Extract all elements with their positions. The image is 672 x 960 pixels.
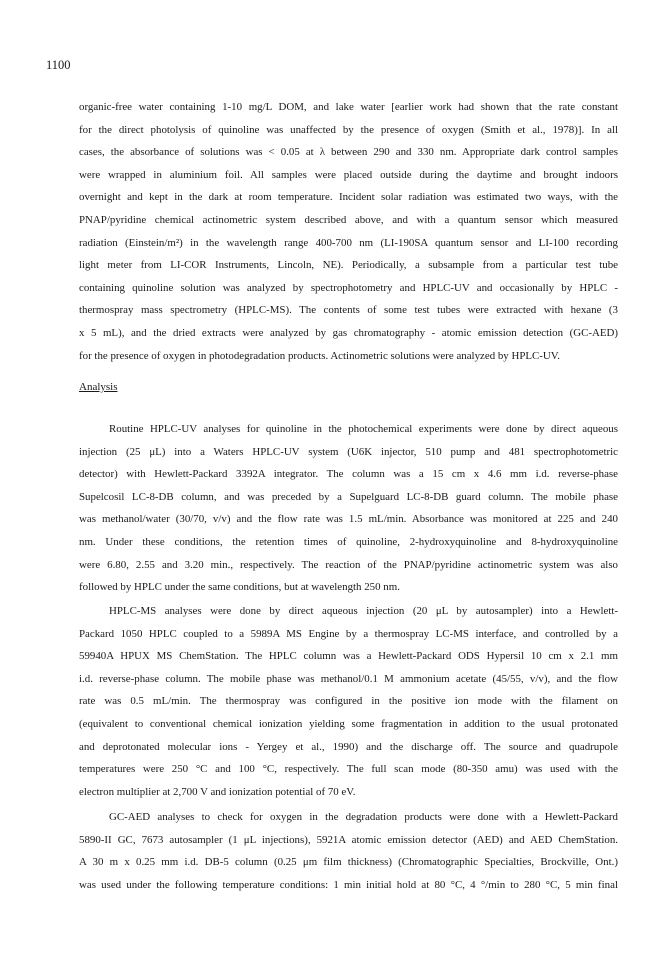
text-line: was used under the following temperature conditions: 1 min initial hold at 80 °C, 4 °/min to 280 °C, 5 min final — [79, 878, 618, 891]
text-line: x 5 mL), and the dried extracts were analyzed by gas chromatography - atomic emission detection (GC-AED) — [79, 326, 618, 339]
text-line: radiation (Einstein/m²) in the wavelength range 400-700 nm (LI-190SA quantum sensor and LI-100 recording — [79, 236, 618, 249]
paragraph-hplc-ms — [79, 600, 618, 803]
text-line: light meter from LI-COR Instruments, Lincoln, NE). Periodically, a subsample from a particular test tube — [79, 259, 618, 272]
text-line: for the presence of oxygen in photodegradation products. Actinometric solutions were analyzed by HPLC-UV. — [79, 349, 560, 362]
text-line: containing quinoline solution was analyzed by spectrophotometry and HPLC-UV and occasionally by HPLC - — [79, 281, 618, 294]
paragraph-hplc-uv — [79, 418, 618, 599]
text-line: thermospray mass spectrometry (HPLC-MS). The contents of some test tubes were extracted with hexane (3 — [79, 304, 618, 317]
text-line: GC-AED analyses to check for oxygen in the degradation products were done with a Hewlett-Packard — [109, 811, 618, 823]
text-line: Packard 1050 HPLC coupled to a 5989A MS Engine by a thermospray LC-MS interface, and controlled by a — [79, 627, 618, 640]
text-line: (equivalent to conventional chemical ionization yielding some fragmentation in addition to the usual protonated — [79, 717, 618, 730]
text-line: organic-free water containing 1-10 mg/L DOM, and lake water [earlier work had shown that the rate constant — [79, 101, 618, 113]
text-line: and deprotonated molecular ions - Yergey et al., 1990) and the discharge off. The source and quadrupole — [79, 740, 618, 753]
page-number: 1100 — [46, 58, 71, 72]
text-line: HPLC-MS analyses were done by direct aqueous injection (20 μL by autosampler) into a Hewlett- — [109, 605, 618, 617]
text-line: Routine HPLC-UV analyses for quinoline in the photochemical experiments were done by direct aqueous — [109, 423, 618, 435]
text-line: followed by HPLC under the same conditions, but at wavelength 250 nm. — [79, 581, 400, 594]
text-line: temperatures were 250 °C and 100 °C, respectively. The full scan mode (80-350 amu) was used with the — [79, 763, 618, 776]
text-line: for the direct photolysis of quinoline was unaffected by the presence of oxygen (Smith et al., 1978)]. In all — [79, 123, 618, 136]
text-line: injection (25 μL) into a Waters HPLC-UV system (U6K injector, 510 pump and 481 spectrophotometric — [79, 445, 618, 458]
text-line: PNAP/pyridine chemical actinometric system described above, and with a quantum sensor which measured — [79, 213, 618, 226]
text-line: were 6.80, 2.55 and 3.20 min., respectively. The reaction of the PNAP/pyridine actinometric system was also — [79, 558, 618, 571]
text-line: detector) with Hewlett-Packard 3392A integrator. The column was a 15 cm x 4.6 mm i.d. reverse-phase — [79, 468, 618, 481]
section-heading-analysis: Analysis — [79, 381, 118, 393]
paragraph-gc-aed — [79, 806, 618, 896]
text-line: cases, the absorbance of solutions was < 0.05 at λ between 290 and 330 nm. Appropriate dark control samples — [79, 146, 618, 159]
text-line: was methanol/water (30/70, v/v) and the flow rate was 1.5 mL/min. Absorbance was monitored at 225 and 240 — [79, 513, 618, 526]
text-line: 59940A HPUX MS ChemStation. The HPLC column was a Hewlett-Packard ODS Hypersil 10 cm x 2.1 mm — [79, 650, 618, 663]
text-line: A 30 m x 0.25 mm i.d. DB-5 column (0.25 μm film thickness) (Chromatographic Specialties, Brockville, Ont.) — [79, 856, 618, 869]
text-line: i.d. reverse-phase column. The mobile phase was methanol/0.1 M ammonium acetate (45/55, v/v), and the flow — [79, 672, 618, 685]
text-line: 5890-II GC, 7673 autosampler (1 μL injections), 5921A atomic emission detector (AED) and AED ChemStation. — [79, 833, 618, 846]
text-line: overnight and kept in the dark at room temperature. Incident solar radiation was estimated two ways, with the — [79, 191, 618, 204]
text-line: electron multiplier at 2,700 V and ionization potential of 70 eV. — [79, 785, 356, 798]
paragraph-methods-continued — [79, 96, 618, 367]
text-line: were wrapped in aluminium foil. All samples were placed outside during the daytime and brought indoors — [79, 168, 618, 181]
text-line: Supelcosil LC-8-DB column, and was preceded by a Supelguard LC-8-DB guard column. The mobile phase — [79, 490, 618, 503]
text-line: nm. Under these conditions, the retention times of quinoline, 2-hydroxyquinoline and 8-hydroxyquinoline — [79, 535, 618, 548]
text-line: rate was 0.5 mL/min. The thermospray was configured in the positive ion mode with the filament on — [79, 695, 618, 708]
